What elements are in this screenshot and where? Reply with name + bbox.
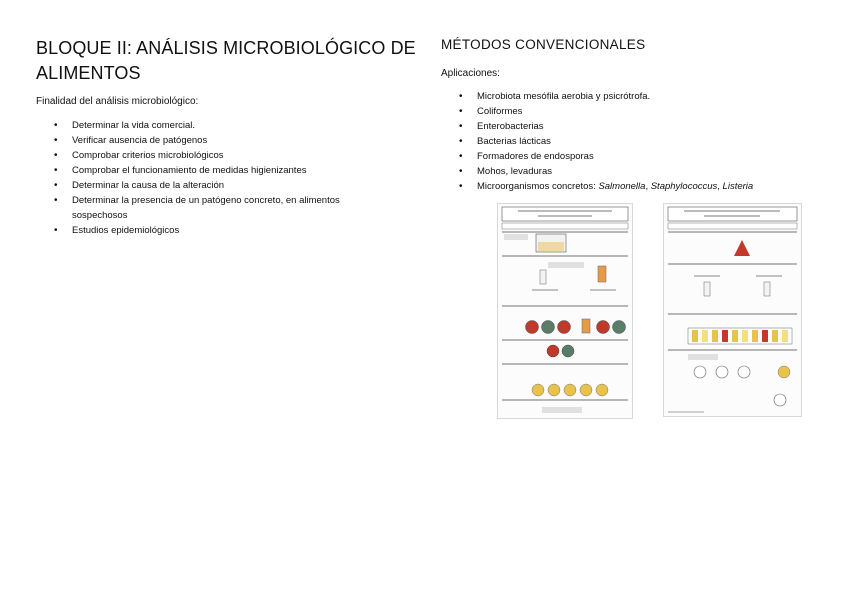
species-listeria: Listeria: [722, 181, 754, 192]
salmonella-flowchart-image: [497, 203, 633, 419]
separator: ,: [717, 181, 723, 192]
list-item: • Bacterias lácticas: [459, 134, 821, 149]
purpose-label: Finalidad del análisis microbiológico:: [36, 96, 199, 107]
species-salmonella: Salmonella: [598, 181, 646, 192]
page-title-line2: ALIMENTOS: [36, 63, 141, 83]
applications-list: [441, 89, 821, 194]
list-item: • Comprobar criterios microbiológicos: [54, 148, 416, 163]
flowchart-drawing: [664, 204, 801, 416]
listeria-flowchart-image: [663, 203, 802, 417]
list-item: • Enterobacterias: [459, 119, 821, 134]
species-staphylococcus: Staphylococcus: [650, 181, 718, 192]
left-column: [36, 36, 416, 238]
list-item-prefix: Microorganismos concretos:: [477, 181, 599, 192]
list-item: • Coliformes: [459, 104, 821, 119]
list-item: • Mohos, levaduras: [459, 164, 821, 179]
page-title: [36, 36, 416, 86]
applications-label: Aplicaciones:: [441, 68, 500, 79]
section-title: MÉTODOS CONVENCIONALES: [441, 37, 646, 52]
flowchart-drawing: [498, 204, 632, 418]
purpose-list: [36, 118, 416, 238]
list-item: • Comprobar el funcionamiento de medidas higienizantes: [54, 163, 416, 178]
list-item: • Determinar la vida comercial.: [54, 118, 416, 133]
list-item: • Verificar ausencia de patógenos: [54, 133, 416, 148]
list-item: [54, 193, 416, 223]
list-item-line2: sospechosos: [72, 210, 128, 221]
list-item: • Formadores de endosporas: [459, 149, 821, 164]
method-flowcharts: [497, 203, 801, 418]
list-item: • Determinar la causa de la alteración: [54, 178, 416, 193]
right-column: [441, 36, 821, 194]
page-title-line1: BLOQUE II: ANÁLISIS MICROBIOLÓGICO DE: [36, 38, 416, 58]
list-item: [459, 179, 821, 194]
list-item: • Microbiota mesófila aerobia y psicrótrofa.: [459, 89, 821, 104]
list-item-line1: Determinar la presencia de un patógeno concreto, en alimentos: [72, 195, 340, 206]
separator: ,: [645, 181, 651, 192]
list-item: • Estudios epidemiológicos: [54, 223, 416, 238]
